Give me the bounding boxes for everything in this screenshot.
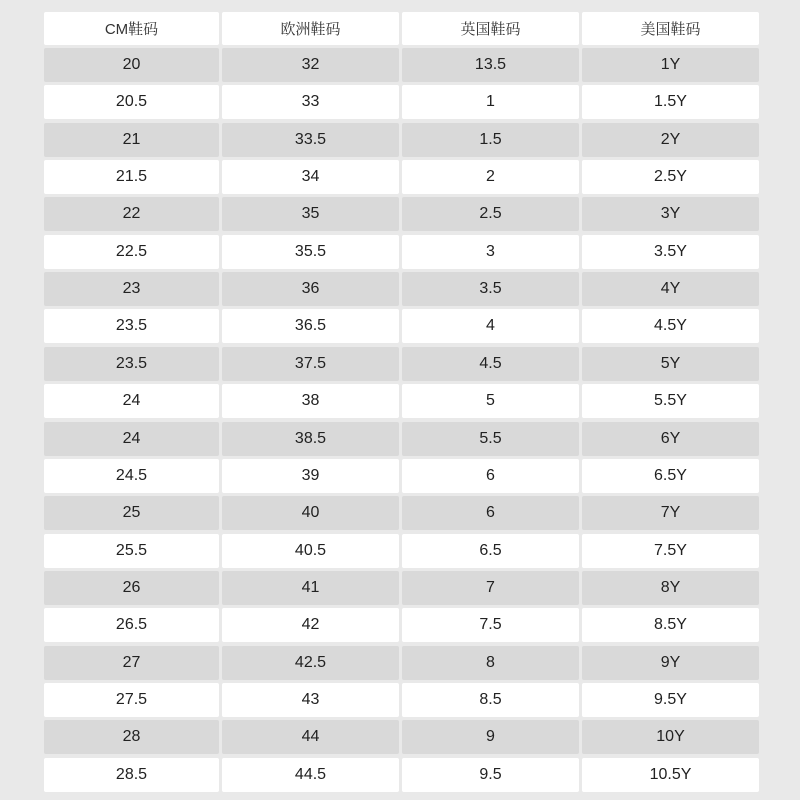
table-row <box>0 758 800 792</box>
uk-size-cell: 3 <box>402 235 579 269</box>
eu-size-cell: 39 <box>222 459 399 493</box>
table-row <box>0 197 800 231</box>
eu-size-cell: 32 <box>222 48 399 82</box>
cm-size-cell: 28.5 <box>44 758 219 792</box>
us-size-cell: 9Y <box>582 646 759 680</box>
eu-size-cell: 36 <box>222 272 399 306</box>
cm-size-cell: 24 <box>44 384 219 418</box>
uk-size-cell: 8 <box>402 646 579 680</box>
eu-size-cell: 41 <box>222 571 399 605</box>
us-size-cell: 2Y <box>582 123 759 157</box>
us-size-cell: 9.5Y <box>582 683 759 717</box>
uk-size-cell: 5.5 <box>402 422 579 456</box>
table-row <box>0 235 800 269</box>
cm-size-cell: 25 <box>44 496 219 530</box>
table-row <box>0 272 800 306</box>
us-size-cell: 6.5Y <box>582 459 759 493</box>
us-size-cell: 5.5Y <box>582 384 759 418</box>
table-row <box>0 48 800 82</box>
us-size-cell: 1Y <box>582 48 759 82</box>
uk-size-cell: 6 <box>402 496 579 530</box>
cm-size-cell: 20 <box>44 48 219 82</box>
us-size-cell: 2.5Y <box>582 160 759 194</box>
cm-size-cell: 21 <box>44 123 219 157</box>
cm-size-cell: 26 <box>44 571 219 605</box>
uk-size-cell: 13.5 <box>402 48 579 82</box>
us-size-cell: 10.5Y <box>582 758 759 792</box>
us-size-cell: 7Y <box>582 496 759 530</box>
eu-size-cell: 42 <box>222 608 399 642</box>
us-size-cell: 10Y <box>582 720 759 754</box>
us-size-cell: 4Y <box>582 272 759 306</box>
eu-size-cell: 33.5 <box>222 123 399 157</box>
column-header: 欧洲鞋码 <box>222 12 399 45</box>
table-row <box>0 123 800 157</box>
cm-size-cell: 22.5 <box>44 235 219 269</box>
cm-size-cell: 23.5 <box>44 309 219 343</box>
eu-size-cell: 33 <box>222 85 399 119</box>
table-header-row <box>0 12 800 45</box>
uk-size-cell: 6 <box>402 459 579 493</box>
cm-size-cell: 28 <box>44 720 219 754</box>
eu-size-cell: 44.5 <box>222 758 399 792</box>
uk-size-cell: 3.5 <box>402 272 579 306</box>
eu-size-cell: 37.5 <box>222 347 399 381</box>
eu-size-cell: 38.5 <box>222 422 399 456</box>
uk-size-cell: 8.5 <box>402 683 579 717</box>
uk-size-cell: 9.5 <box>402 758 579 792</box>
us-size-cell: 6Y <box>582 422 759 456</box>
us-size-cell: 8Y <box>582 571 759 605</box>
table-row <box>0 534 800 568</box>
column-header: CM鞋码 <box>44 12 219 45</box>
uk-size-cell: 4.5 <box>402 347 579 381</box>
uk-size-cell: 1 <box>402 85 579 119</box>
table-row <box>0 571 800 605</box>
eu-size-cell: 35 <box>222 197 399 231</box>
cm-size-cell: 23 <box>44 272 219 306</box>
us-size-cell: 8.5Y <box>582 608 759 642</box>
eu-size-cell: 36.5 <box>222 309 399 343</box>
eu-size-cell: 34 <box>222 160 399 194</box>
eu-size-cell: 40.5 <box>222 534 399 568</box>
us-size-cell: 3Y <box>582 197 759 231</box>
us-size-cell: 1.5Y <box>582 85 759 119</box>
table-row <box>0 683 800 717</box>
table-row <box>0 347 800 381</box>
cm-size-cell: 25.5 <box>44 534 219 568</box>
table-row <box>0 608 800 642</box>
uk-size-cell: 4 <box>402 309 579 343</box>
cm-size-cell: 23.5 <box>44 347 219 381</box>
table-row <box>0 496 800 530</box>
uk-size-cell: 9 <box>402 720 579 754</box>
cm-size-cell: 22 <box>44 197 219 231</box>
uk-size-cell: 7 <box>402 571 579 605</box>
uk-size-cell: 2 <box>402 160 579 194</box>
uk-size-cell: 7.5 <box>402 608 579 642</box>
cm-size-cell: 20.5 <box>44 85 219 119</box>
uk-size-cell: 2.5 <box>402 197 579 231</box>
cm-size-cell: 24 <box>44 422 219 456</box>
table-row <box>0 720 800 754</box>
cm-size-cell: 27 <box>44 646 219 680</box>
uk-size-cell: 1.5 <box>402 123 579 157</box>
eu-size-cell: 35.5 <box>222 235 399 269</box>
cm-size-cell: 27.5 <box>44 683 219 717</box>
table-row <box>0 85 800 119</box>
cm-size-cell: 24.5 <box>44 459 219 493</box>
table-row <box>0 646 800 680</box>
us-size-cell: 3.5Y <box>582 235 759 269</box>
eu-size-cell: 44 <box>222 720 399 754</box>
us-size-cell: 5Y <box>582 347 759 381</box>
table-row <box>0 459 800 493</box>
uk-size-cell: 6.5 <box>402 534 579 568</box>
table-row <box>0 309 800 343</box>
table-row <box>0 422 800 456</box>
table-row <box>0 384 800 418</box>
cm-size-cell: 21.5 <box>44 160 219 194</box>
column-header: 美国鞋码 <box>582 12 759 45</box>
eu-size-cell: 38 <box>222 384 399 418</box>
table-row <box>0 160 800 194</box>
eu-size-cell: 40 <box>222 496 399 530</box>
column-header: 英国鞋码 <box>402 12 579 45</box>
eu-size-cell: 42.5 <box>222 646 399 680</box>
cm-size-cell: 26.5 <box>44 608 219 642</box>
uk-size-cell: 5 <box>402 384 579 418</box>
us-size-cell: 4.5Y <box>582 309 759 343</box>
eu-size-cell: 43 <box>222 683 399 717</box>
us-size-cell: 7.5Y <box>582 534 759 568</box>
